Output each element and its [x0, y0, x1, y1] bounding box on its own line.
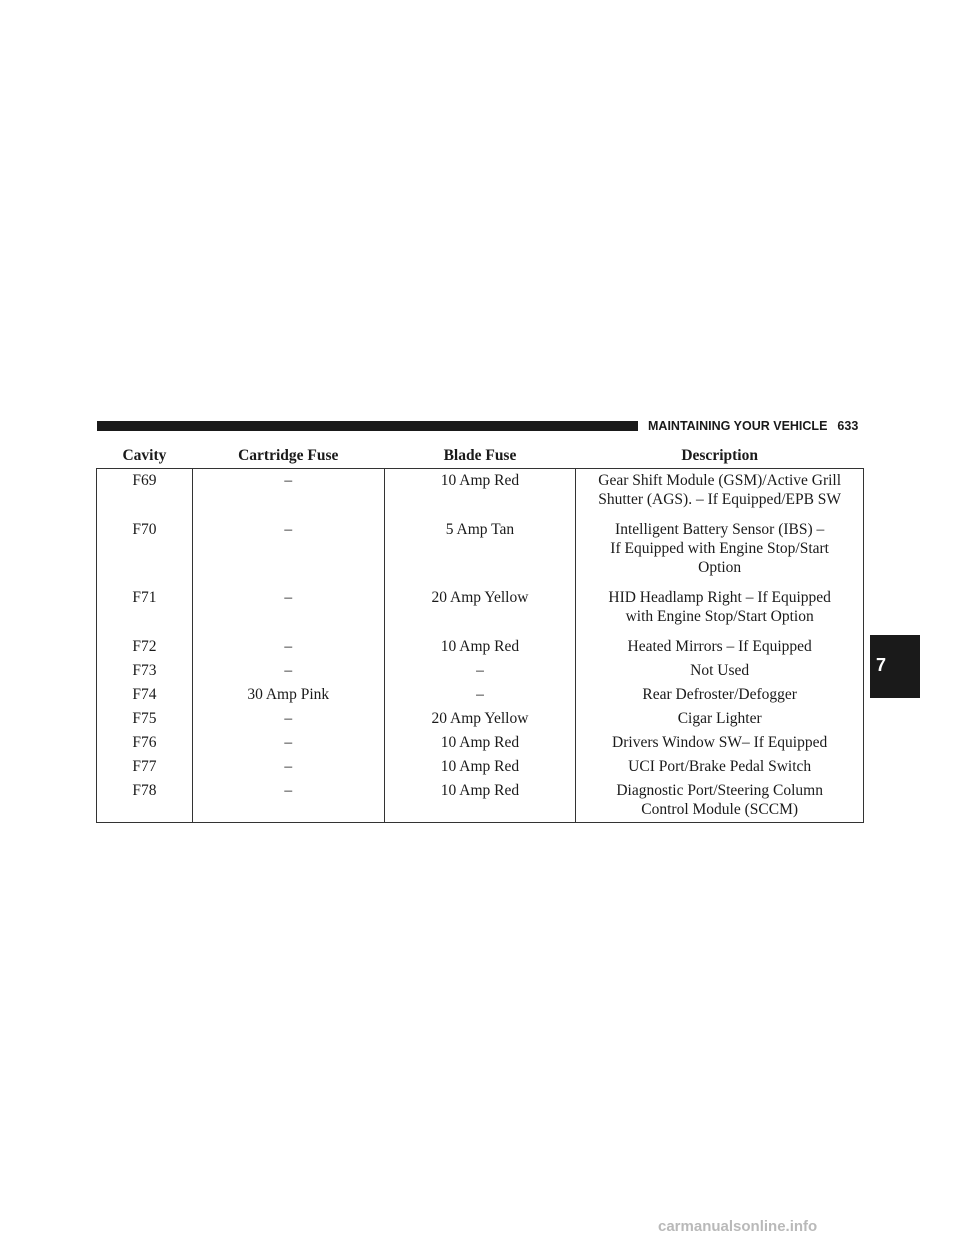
cartridge-fuse-cell: – [192, 731, 384, 755]
table-row [97, 586, 864, 635]
cavity-cell: F73 [97, 659, 193, 683]
table-row [97, 731, 864, 755]
description-cell [576, 779, 864, 823]
chapter-tab [870, 635, 920, 698]
blade-fuse-cell: – [384, 659, 576, 683]
description-cell [576, 659, 864, 683]
cavity-cell: F76 [97, 731, 193, 755]
column-header-cavity: Cavity [97, 444, 193, 469]
section-title: MAINTAINING YOUR VEHICLE [648, 419, 828, 433]
table-row [97, 755, 864, 779]
cavity-cell: F78 [97, 779, 193, 823]
description-line: Cigar Lighter [677, 710, 762, 727]
blade-fuse-cell: 10 Amp Red [384, 755, 576, 779]
description-cell [576, 683, 864, 707]
description-line: with Engine Stop/Start Option [625, 608, 814, 625]
blade-fuse-cell: 20 Amp Yellow [384, 586, 576, 635]
description-line: Shutter (AGS). – If Equipped/EPB SW [598, 491, 842, 508]
description-cell [576, 707, 864, 731]
table-row [97, 659, 864, 683]
table-header-row [97, 444, 864, 469]
description-cell [576, 755, 864, 779]
description-line: Gear Shift Module (GSM)/Active Grill [598, 472, 842, 489]
cartridge-fuse-cell: – [192, 469, 384, 519]
description-cell [576, 635, 864, 659]
table-row [97, 635, 864, 659]
cartridge-fuse-cell: – [192, 755, 384, 779]
description-cell [576, 518, 864, 586]
cavity-cell: F70 [97, 518, 193, 586]
cartridge-fuse-cell: – [192, 586, 384, 635]
description-line: Option [698, 559, 742, 576]
cavity-cell: F77 [97, 755, 193, 779]
description-line: Drivers Window SW– If Equipped [612, 734, 828, 751]
page-number: 633 [837, 419, 859, 433]
cartridge-fuse-cell: – [192, 707, 384, 731]
column-header-blade-fuse: Blade Fuse [384, 444, 576, 469]
description-line: UCI Port/Brake Pedal Switch [628, 758, 812, 775]
cavity-cell: F75 [97, 707, 193, 731]
description-line: Diagnostic Port/Steering Column [616, 782, 823, 799]
cartridge-fuse-cell: – [192, 635, 384, 659]
table-row [97, 683, 864, 707]
table-row [97, 518, 864, 586]
description-line: Not Used [690, 662, 750, 679]
column-header-cartridge-fuse: Cartridge Fuse [192, 444, 384, 469]
cartridge-fuse-cell: – [192, 518, 384, 586]
blade-fuse-cell: 10 Amp Red [384, 731, 576, 755]
blade-fuse-cell: 10 Amp Red [384, 469, 576, 519]
cartridge-fuse-cell: – [192, 659, 384, 683]
description-line: Intelligent Battery Sensor (IBS) – [615, 521, 825, 538]
description-line: If Equipped with Engine Stop/Start [610, 540, 829, 557]
blade-fuse-cell: – [384, 683, 576, 707]
description-line: Control Module (SCCM) [641, 801, 799, 818]
running-header [648, 419, 868, 433]
blade-fuse-cell: 5 Amp Tan [384, 518, 576, 586]
chapter-number: 7 [876, 655, 887, 675]
fuse-table [96, 444, 864, 823]
header-rule [97, 421, 638, 431]
cartridge-fuse-cell: – [192, 779, 384, 823]
table-body [97, 469, 864, 823]
description-line: HID Headlamp Right – If Equipped [608, 589, 831, 606]
cartridge-fuse-cell: 30 Amp Pink [192, 683, 384, 707]
cavity-cell: F72 [97, 635, 193, 659]
watermark: carmanualsonline.info [658, 1218, 818, 1235]
description-line: Heated Mirrors – If Equipped [627, 638, 812, 655]
cavity-cell: F69 [97, 469, 193, 519]
blade-fuse-cell: 10 Amp Red [384, 779, 576, 823]
description-line: Rear Defroster/Defogger [642, 686, 797, 703]
cavity-cell: F71 [97, 586, 193, 635]
table-row [97, 469, 864, 519]
blade-fuse-cell: 20 Amp Yellow [384, 707, 576, 731]
description-cell [576, 469, 864, 519]
description-cell [576, 731, 864, 755]
blade-fuse-cell: 10 Amp Red [384, 635, 576, 659]
table-row [97, 707, 864, 731]
column-header-description: Description [576, 444, 864, 469]
table-row [97, 779, 864, 823]
cavity-cell: F74 [97, 683, 193, 707]
description-cell [576, 586, 864, 635]
